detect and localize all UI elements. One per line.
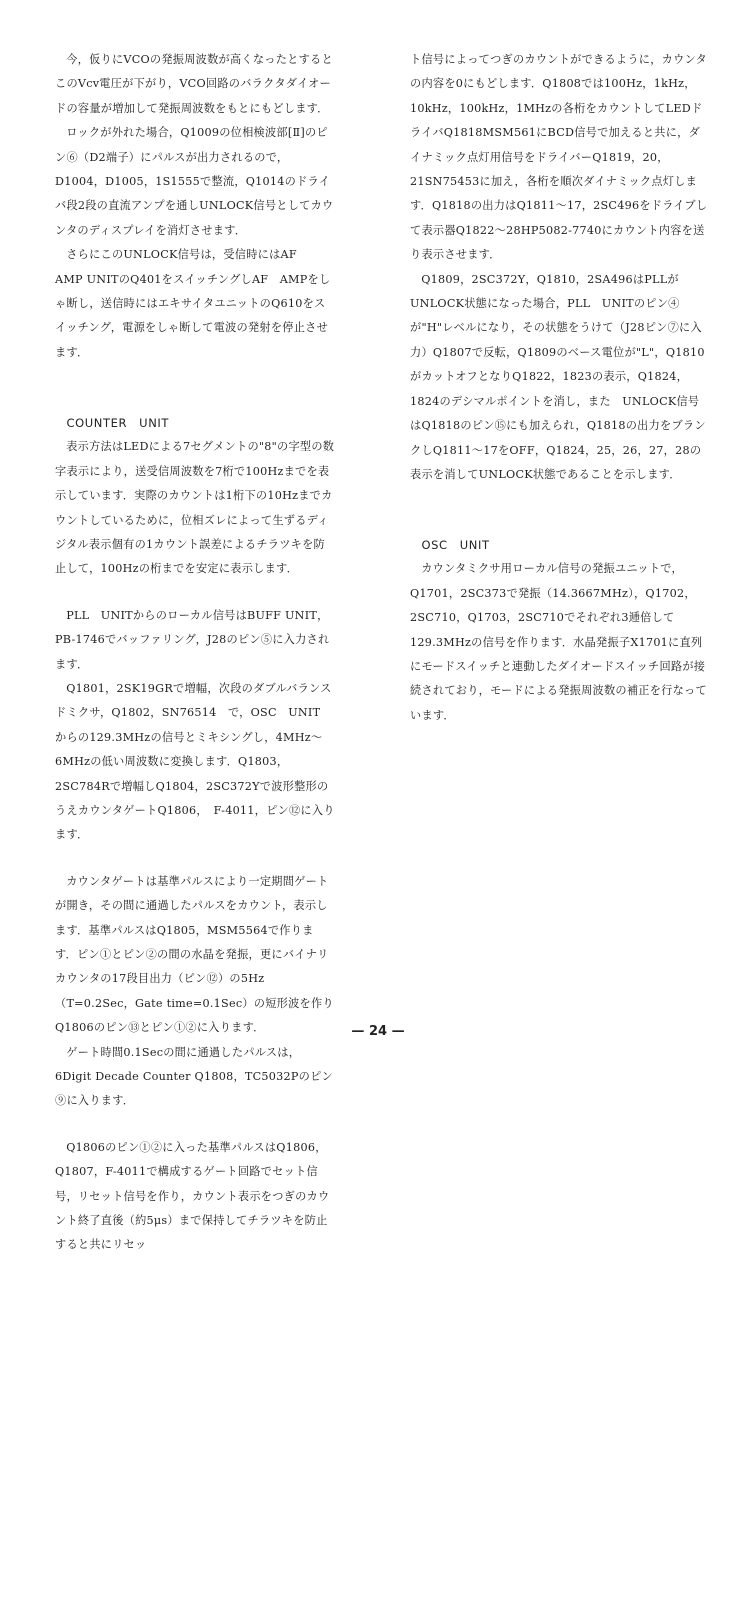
paragraph: ト信号によってつぎのカウントができるように，カウンタの内容を0にもどします．Q1808では100Hz，1kHz，10kHz，100kHz，1MHzの各桁をカウントしてLEDドライバQ1818MSM561にBCD信号で加えると共に，ダイナミック点灯用信号をドライバーQ1819，20，21SN75453に加え，各桁を順次ダイナミック点灯します．Q1818の出力はQ1811～17，2SC496をドライブして表示器Q1822～28HP5082-7740にカウント内容を送り表示させます．: [410, 53, 708, 262]
page-number: — 24 —: [351, 1024, 405, 1039]
paragraph: 今，仮りにVCOの発振周波数が高くなったとするとこのVcv電圧が下がり，VCO回路のバラクタダイオードの容量が増加して発振周波数をもとにもどします．: [55, 53, 333, 115]
paragraph: Q1809，2SC372Y，Q1810，2SA496はPLLがUNLOCK状態になった場合，PLL UNITのピン④が"H"レベルになり，その状態をうけて（J28ピン⑦に入力）Q1807で反転，Q1809のベース電位が"L"，Q1810がカットオフとなりQ1822，1823の表示，Q1824，1824のデシマルポイントを消し，また UNLOCK信号はQ1818のピン⑮にも加えられ，Q1818の出力をブランクしQ1811～17をOFF，Q1824，25，26，27，28の表示を消してUNLOCK状態であることを示します．: [410, 272, 706, 481]
paragraph: カウンタミクサ用ローカル信号の発振ユニットで，Q1701，2SC373で発振（14.3667MHz），Q1702，2SC710，Q1703，2SC710でそれぞれ3逓倍して129.3MHzの信号を作ります．水晶発振子X1701に直列にモードスイッチと連動したダイオードスイッチ回路が接続されており，モードによる発振周波数の補正を行なっています．: [410, 562, 707, 722]
section-title-osc: OSC UNIT: [421, 538, 490, 553]
spacer: [55, 365, 335, 411]
spacer: [55, 1114, 335, 1136]
paragraph: PLL UNITからのローカル信号はBUFF UNIT，PB-1746でバッファリング，J28のピン⑤に入力されます．: [55, 608, 330, 671]
spacer: [55, 582, 335, 604]
paragraph: 表示方法はLEDによる7セグメントの"8"の字型の数字表示により，送受信周波数を7桁で100Hzまでを表示しています．実際のカウントは1桁下の10Hzまでカウントしているために，位相ズレによって生ずるディジタル表示個有の1カウント誤差によるチラツキを防止して，100Hzの桁までを安定に表示します．: [55, 440, 335, 576]
paragraph: Q1801，2SK19GRで増幅，次段のダブルバランスドミクサ，Q1802，SN76514 で，OSC UNIT からの129.3MHzの信号とミキシングし，4MHz～6MHzの低い周波数に変換します．Q1803，2SC784Rで増幅しQ1804，2SC372Yで波形整形のうえカウンタゲートQ1806， F-4011，ピン⑫に入ります．: [55, 681, 335, 842]
section-title-counter: COUNTER UNIT: [66, 416, 170, 431]
right-column: [410, 48, 710, 728]
paragraph: Q1806のピン①②に入った基準パルスはQ1806，Q1807，F-4011で構成するゲート回路でセット信号，リセット信号を作り，カウント表示をつぎのカウント終了直後（約5μs）まで保持してチラツキを防止すると共にリセッ: [55, 1140, 330, 1252]
paragraph: さらにこのUNLOCK信号は，受信時にはAF AMP UNITのQ401をスイッチングしAF AMPをしゃ断し，送信時にはエキサイタユニットのQ610をスイッチング，電源をしゃ断して電波の発射を停止させます．: [55, 248, 331, 359]
paragraph: ロックが外れた場合，Q1009の位相検波部[Ⅱ]のピン⑥（D2端子）にパルスが出力されるので，D1004，D1005，1S1555で整流，Q1014のドライバ段2段の直流アンプを通しUNLOCK信号としてカウンタのディスプレイを消灯させます．: [55, 126, 334, 237]
left-column: [55, 48, 335, 1258]
paragraph: カウンタゲートは基準パルスにより一定期間ゲートが開き，その間に通過したパルスをカウント，表示します．基準パルスはQ1805，MSM5564で作ります．ピン①とピン②の間の水晶を発振，更にバイナリカウンタの17段目出力（ピン⑫）の5Hz（T=0.2Sec，Gate time=0.1Sec）の短形波を作りQ1806のピン⑬とピン①②に入ります．: [55, 874, 334, 1035]
spacer: [55, 848, 335, 870]
paragraph: ゲート時間0.1Secの間に通過したパルスは，6Digit Decade Counter Q1808，TC5032Pのピン⑨に入ります．: [55, 1045, 333, 1108]
spacer: [410, 487, 710, 533]
